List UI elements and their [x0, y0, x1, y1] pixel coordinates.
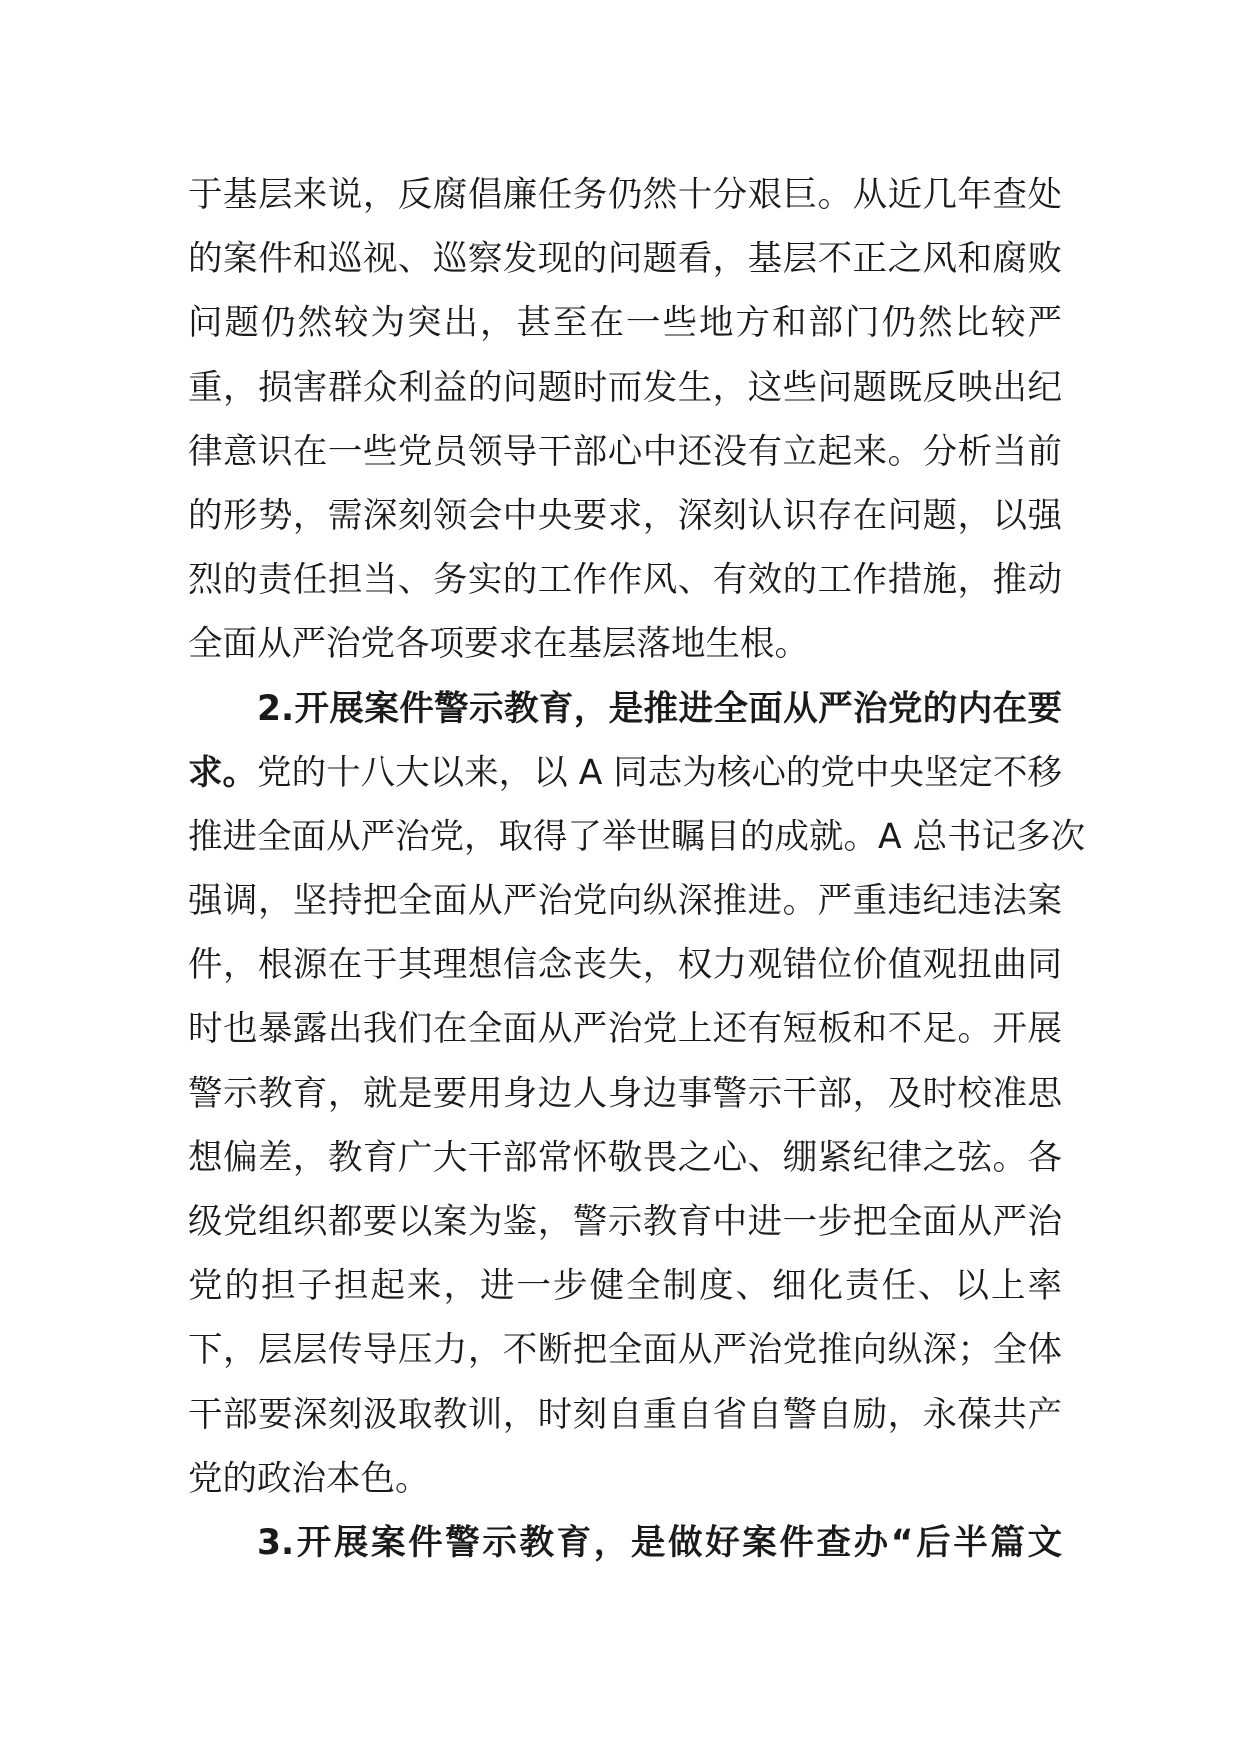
paragraph-2-line: 党的政治本色。: [188, 1458, 430, 1499]
paragraph-2-line: 强调，坚持把全面从严治党向纵深推进。严重违纪违法案: [188, 881, 1062, 922]
paragraph-1-line: 的形势，需深刻领会中央要求，深刻认识存在问题，以强: [188, 495, 1062, 536]
document-body: [188, 163, 1086, 1575]
paragraph-2-line: 件，根源在于其理想信念丧失，权力观错位价值观扭曲同: [188, 945, 1062, 986]
section-3-heading: 3.开展案件警示教育，是做好案件查办“后半篇文: [257, 1522, 1062, 1563]
paragraph-2-line: 想偏差，教育广大干部常怀敬畏之心、绷紧纪律之弦。各: [188, 1137, 1062, 1178]
paragraph-1-line: 问题仍然较为突出，甚至在一些地方和部门仍然比较严: [188, 303, 1062, 344]
paragraph-1-line: 律意识在一些党员领导干部心中还没有立起来。分析当前: [188, 431, 1062, 472]
section-2-heading: 2.开展案件警示教育，是推进全面从严治党的内在要: [257, 688, 1062, 729]
paragraph-1-line: 的案件和巡视、巡察发现的问题看，基层不正之风和腐败: [188, 239, 1062, 280]
paragraph-2-line: 党的担子担起来，进一步健全制度、细化责任、以上率: [188, 1266, 1062, 1307]
paragraph-2-line-rest: 党的十八大以来，以 A 同志为核心的党中央坚定不移: [257, 752, 1063, 793]
paragraph-2-line-mixed: [188, 741, 1062, 805]
paragraph-2-line: 推进全面从严治党，取得了举世瞩目的成就。A 总书记多次: [188, 816, 1086, 857]
paragraph-2-line: 下，层层传导压力，不断把全面从严治党推向纵深；全体: [188, 1330, 1062, 1371]
paragraph-1-line: 全面从严治党各项要求在基层落地生根。: [188, 624, 809, 665]
paragraph-2-line: 级党组织都要以案为鉴，警示教育中进一步把全面从严治: [188, 1202, 1062, 1242]
paragraph-1-line: 烈的责任担当、务实的工作作风、有效的工作措施，推动: [188, 560, 1062, 601]
paragraph-1-line: 于基层来说，反腐倡廉任务仍然十分艰巨。从近几年查处: [188, 175, 1062, 215]
paragraph-2-line: 干部要深刻汲取教训，时刻自重自省自警自励，永葆共产: [188, 1394, 1062, 1435]
paragraph-2-line: 时也暴露出我们在全面从严治党上还有短板和不足。开展: [188, 1009, 1062, 1050]
paragraph-2-line: 警示教育，就是要用身边人身边事警示干部，及时校准思: [188, 1073, 1062, 1114]
section-2-heading-end: 求。: [188, 752, 258, 793]
paragraph-1-line: 重，损害群众利益的问题时而发生，这些问题既反映出纪: [188, 367, 1062, 408]
